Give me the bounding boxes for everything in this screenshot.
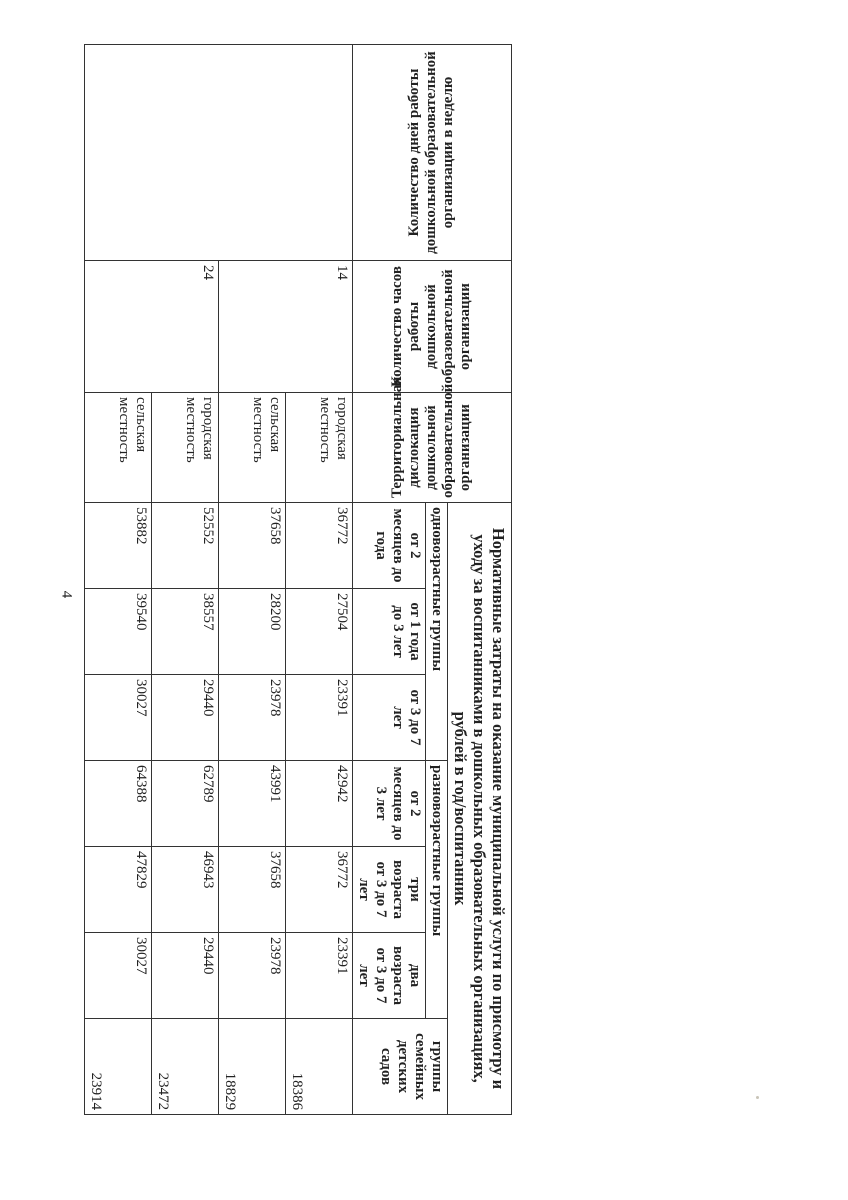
location-cell: сельская местность bbox=[219, 393, 286, 503]
value-cell: 38557 bbox=[152, 589, 219, 675]
value-cell: 36772 bbox=[286, 847, 353, 933]
value-cell: 64388 bbox=[85, 761, 152, 847]
value-cell: 27504 bbox=[286, 589, 353, 675]
days-cell bbox=[85, 45, 353, 261]
value-cell: 47829 bbox=[85, 847, 152, 933]
value-cell: 23978 bbox=[219, 933, 286, 1019]
value-cell: 23391 bbox=[286, 675, 353, 761]
value-cell: 23978 bbox=[219, 675, 286, 761]
header-days: Количество дней работы дошкольной образовательной организации в неделю bbox=[353, 45, 512, 261]
location-cell: городская местность bbox=[286, 393, 353, 503]
value-cell: 36772 bbox=[286, 503, 353, 589]
value-cell: 53882 bbox=[85, 503, 152, 589]
value-cell: 62789 bbox=[152, 761, 219, 847]
value-cell: 37658 bbox=[219, 503, 286, 589]
page-number: 4 bbox=[58, 590, 75, 599]
value-cell: 52552 bbox=[152, 503, 219, 589]
value-cell: 23914 bbox=[85, 1019, 152, 1115]
table-row bbox=[286, 45, 353, 1115]
value-cell: 18829 bbox=[219, 1019, 286, 1115]
value-cell: 37658 bbox=[219, 847, 286, 933]
value-cell: 30027 bbox=[85, 675, 152, 761]
location-cell: сельская местность bbox=[85, 393, 152, 503]
value-cell: 43991 bbox=[219, 761, 286, 847]
value-cell: 23391 bbox=[286, 933, 353, 1019]
value-cell: 30027 bbox=[85, 933, 152, 1019]
value-cell: 39540 bbox=[85, 589, 152, 675]
sub-3y-7y: от 3 до 7 лет bbox=[353, 675, 426, 761]
value-cell: 18386 bbox=[286, 1019, 353, 1115]
rotated-table-wrapper bbox=[88, 44, 512, 1112]
value-cell: 28200 bbox=[219, 589, 286, 675]
sub-three-ages: три возраста от 3 до 7 лет bbox=[353, 847, 426, 933]
header-hours: Количество часов работы дошкольной образовательной организации bbox=[353, 261, 512, 393]
sub-1y-3y: от 1 года до 3 лет bbox=[353, 589, 426, 675]
value-cell: 46943 bbox=[152, 847, 219, 933]
value-cell: 29440 bbox=[152, 675, 219, 761]
scan-speck bbox=[756, 1096, 759, 1099]
hours-cell: 14 bbox=[219, 261, 353, 393]
group-mixed-age: разновозрастные группы bbox=[426, 761, 448, 1019]
hours-cell: 24 bbox=[85, 261, 219, 393]
sub-2m-3y: от 2 месяцев до 3 лет bbox=[353, 761, 426, 847]
cost-table bbox=[84, 44, 512, 1115]
value-cell: 23472 bbox=[152, 1019, 219, 1115]
header-location: Территориальная дислокация дошкольной образовательной организации bbox=[353, 393, 512, 503]
location-cell: городская местность bbox=[152, 393, 219, 503]
group-family: группы семейных детских садов bbox=[353, 1019, 448, 1115]
table-title: Нормативные затраты на оказание муниципальной услуги по присмотру и уходу за воспитанниками в дошкольных образовательных организациях, рублей в год/воспитанник bbox=[448, 503, 512, 1115]
sub-2m-1y: от 2 месяцев до года bbox=[353, 503, 426, 589]
value-cell: 42942 bbox=[286, 761, 353, 847]
value-cell: 29440 bbox=[152, 933, 219, 1019]
group-single-age: одновозрастные группы bbox=[426, 503, 448, 761]
sub-two-ages: два возраста от 3 до 7 лет bbox=[353, 933, 426, 1019]
